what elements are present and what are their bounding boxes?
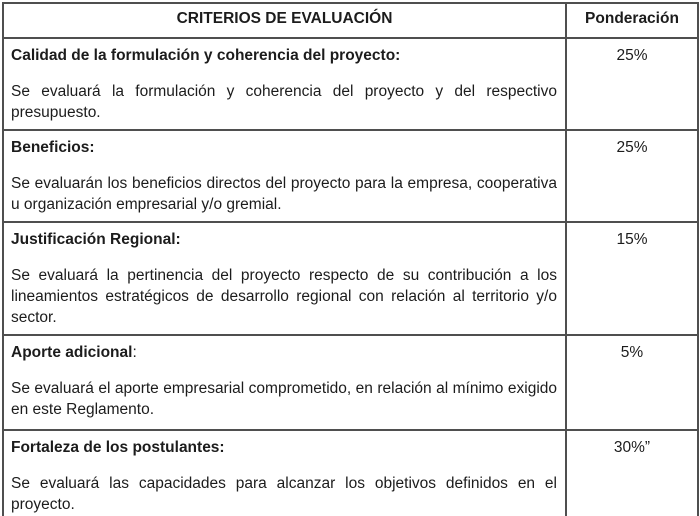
table-row (3, 335, 698, 430)
criterion-description: Se evaluarán los beneficios directos del proyecto para la empresa, cooperativa u organización empresarial y/o gremial. (11, 175, 557, 213)
criterion-weight: 5% (566, 335, 698, 430)
criterion-weight: 15% (566, 222, 698, 335)
table-row (3, 38, 698, 130)
criterion-cell (3, 430, 566, 516)
column-header-criteria: CRITERIOS DE EVALUACIÓN (3, 3, 566, 38)
criterion-weight: 25% (566, 38, 698, 130)
table-row (3, 222, 698, 335)
criterion-description: Se evaluará la formulación y coherencia del proyecto y del respectivo presupuesto. (11, 83, 557, 121)
column-header-weight: Ponderación (566, 3, 698, 38)
criterion-description: Se evaluará la pertinencia del proyecto respecto de su contribución a los lineamientos estratégicos de desarrollo regional con relación al territorio y/o sector. (11, 267, 557, 326)
criterion-cell (3, 335, 566, 430)
criterion-cell (3, 38, 566, 130)
criterion-title: Fortaleza de los postulantes: (11, 439, 225, 456)
evaluation-criteria-table (2, 2, 699, 516)
table-row (3, 430, 698, 516)
criterion-cell (3, 222, 566, 335)
criterion-cell (3, 130, 566, 222)
criterion-title: Calidad de la formulación y coherencia del proyecto: (11, 47, 401, 64)
criterion-weight: 25% (566, 130, 698, 222)
table-row (3, 130, 698, 222)
criterion-description: Se evaluará las capacidades para alcanzar los objetivos definidos en el proyecto. (11, 475, 557, 513)
criterion-description: Se evaluará el aporte empresarial comprometido, en relación al mínimo exigido en este Reglamento. (11, 380, 557, 418)
criterion-title: Justificación Regional: (11, 231, 181, 248)
criterion-title: Beneficios: (11, 139, 95, 156)
criterion-title: Aporte adicional: (11, 344, 137, 361)
table-header-row (3, 3, 698, 38)
criterion-weight: 30%” (566, 430, 698, 516)
